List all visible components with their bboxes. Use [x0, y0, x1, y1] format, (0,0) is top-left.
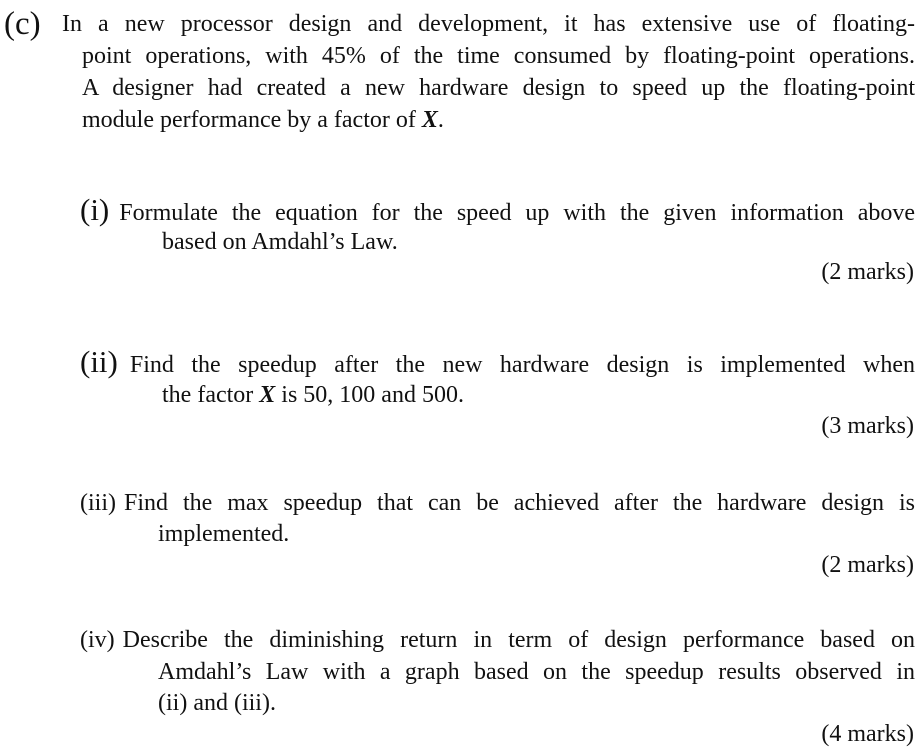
variable-x: X [421, 107, 438, 133]
question-ii-label: (ii) [80, 344, 118, 379]
question-iv-label: (iv) [80, 627, 115, 653]
question-i-marks: (2 marks) [821, 259, 914, 285]
question-i-text-2: based on Amdahl’s Law. [162, 229, 398, 255]
question-ii-line-2 [162, 379, 464, 411]
question-ii-line-1 [80, 344, 915, 383]
intro-line-1: In a new processor design and development, it has extensive use of floating- [62, 11, 915, 37]
question-iii-text-2: implemented. [158, 521, 290, 547]
question-ii-text-1: Find the speedup after the new hardware design is implemented when [129, 352, 915, 378]
question-iv-marks: (4 marks) [821, 721, 914, 747]
question-iv-text-1: Describe the diminishing return in term of design performance based on [122, 627, 915, 653]
question-iii-line-1 [80, 487, 915, 519]
question-iv-text-3: (ii) and (iii). [158, 690, 276, 716]
question-iv-text-2: Amdahl’s Law with a graph based on the speedup results observed in [158, 659, 915, 685]
intro-line-4-text: module performance by a factor of [82, 107, 422, 133]
intro-line-2: point operations, with 45% of the time consumed by floating-point operations. [82, 43, 915, 69]
question-ii-text-2a: the factor [162, 382, 260, 408]
question-ii-text-2b: is 50, 100 and 500. [275, 382, 464, 408]
intro-line-4 [82, 104, 444, 136]
question-iv-line-1 [80, 624, 915, 656]
question-iii-label: (iii) [80, 490, 116, 516]
question-ii-marks: (3 marks) [821, 413, 914, 439]
intro-line-4-end: . [437, 107, 444, 133]
part-label: (c) [4, 6, 41, 42]
question-iii-marks: (2 marks) [821, 552, 914, 578]
question-i-text-1: Formulate the equation for the speed up with the given information above [119, 200, 915, 226]
question-i-label: (i) [80, 192, 110, 227]
question-iii-text-1: Find the max speedup that can be achieved after the hardware design is [124, 490, 915, 516]
intro-line-3: A designer had created a new hardware design to speed up the floating-point [82, 75, 915, 101]
variable-x: X [259, 382, 276, 408]
